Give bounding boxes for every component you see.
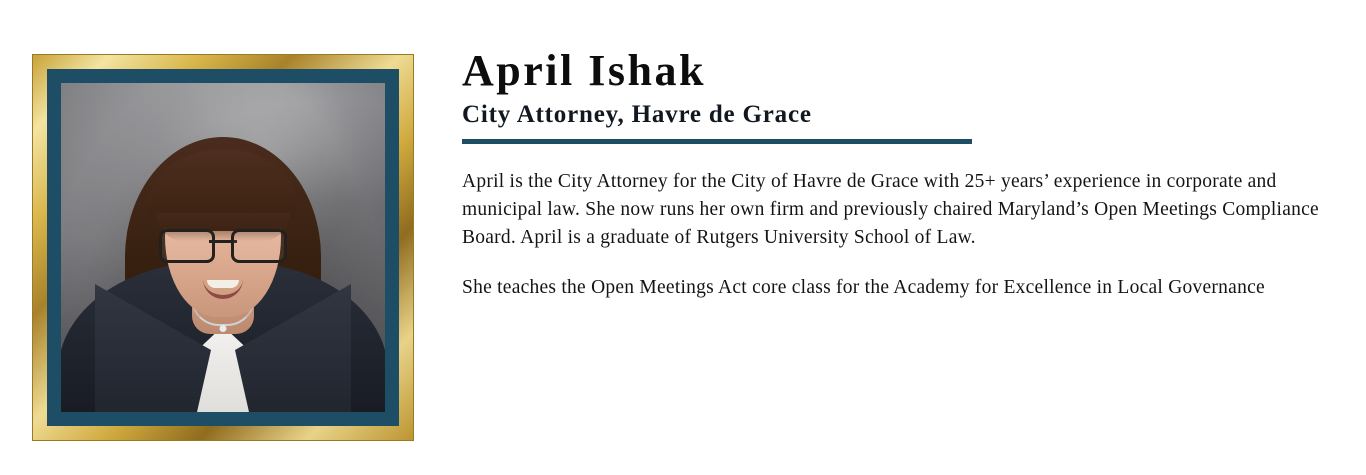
portrait-frame (33, 55, 413, 440)
eyeglasses (159, 229, 287, 259)
accent-rule (462, 139, 972, 144)
bio-paragraph-1: April is the City Attorney for the City of Havre de Grace with 25+ years’ experience in corporate and municipal law. She now runs her own firm and previously chaired Maryland’s Open Meetings Compliance Board. April is a graduate of Rutgers University School of Law. (462, 170, 1319, 248)
portrait-inner-border (47, 69, 399, 426)
eyeglass-lens-left (159, 229, 215, 263)
eyeglass-lens-right (231, 229, 287, 263)
person-role: City Attorney, Havre de Grace (462, 100, 812, 128)
person-name: April Ishak (462, 46, 706, 95)
portrait-photo (61, 83, 385, 412)
bio-text-column (462, 48, 1322, 302)
bio-paragraph-2: She teaches the Open Meetings Act core class for the Academy for Excellence in Local Governance (462, 276, 1265, 298)
necklace-pendant (220, 325, 227, 332)
